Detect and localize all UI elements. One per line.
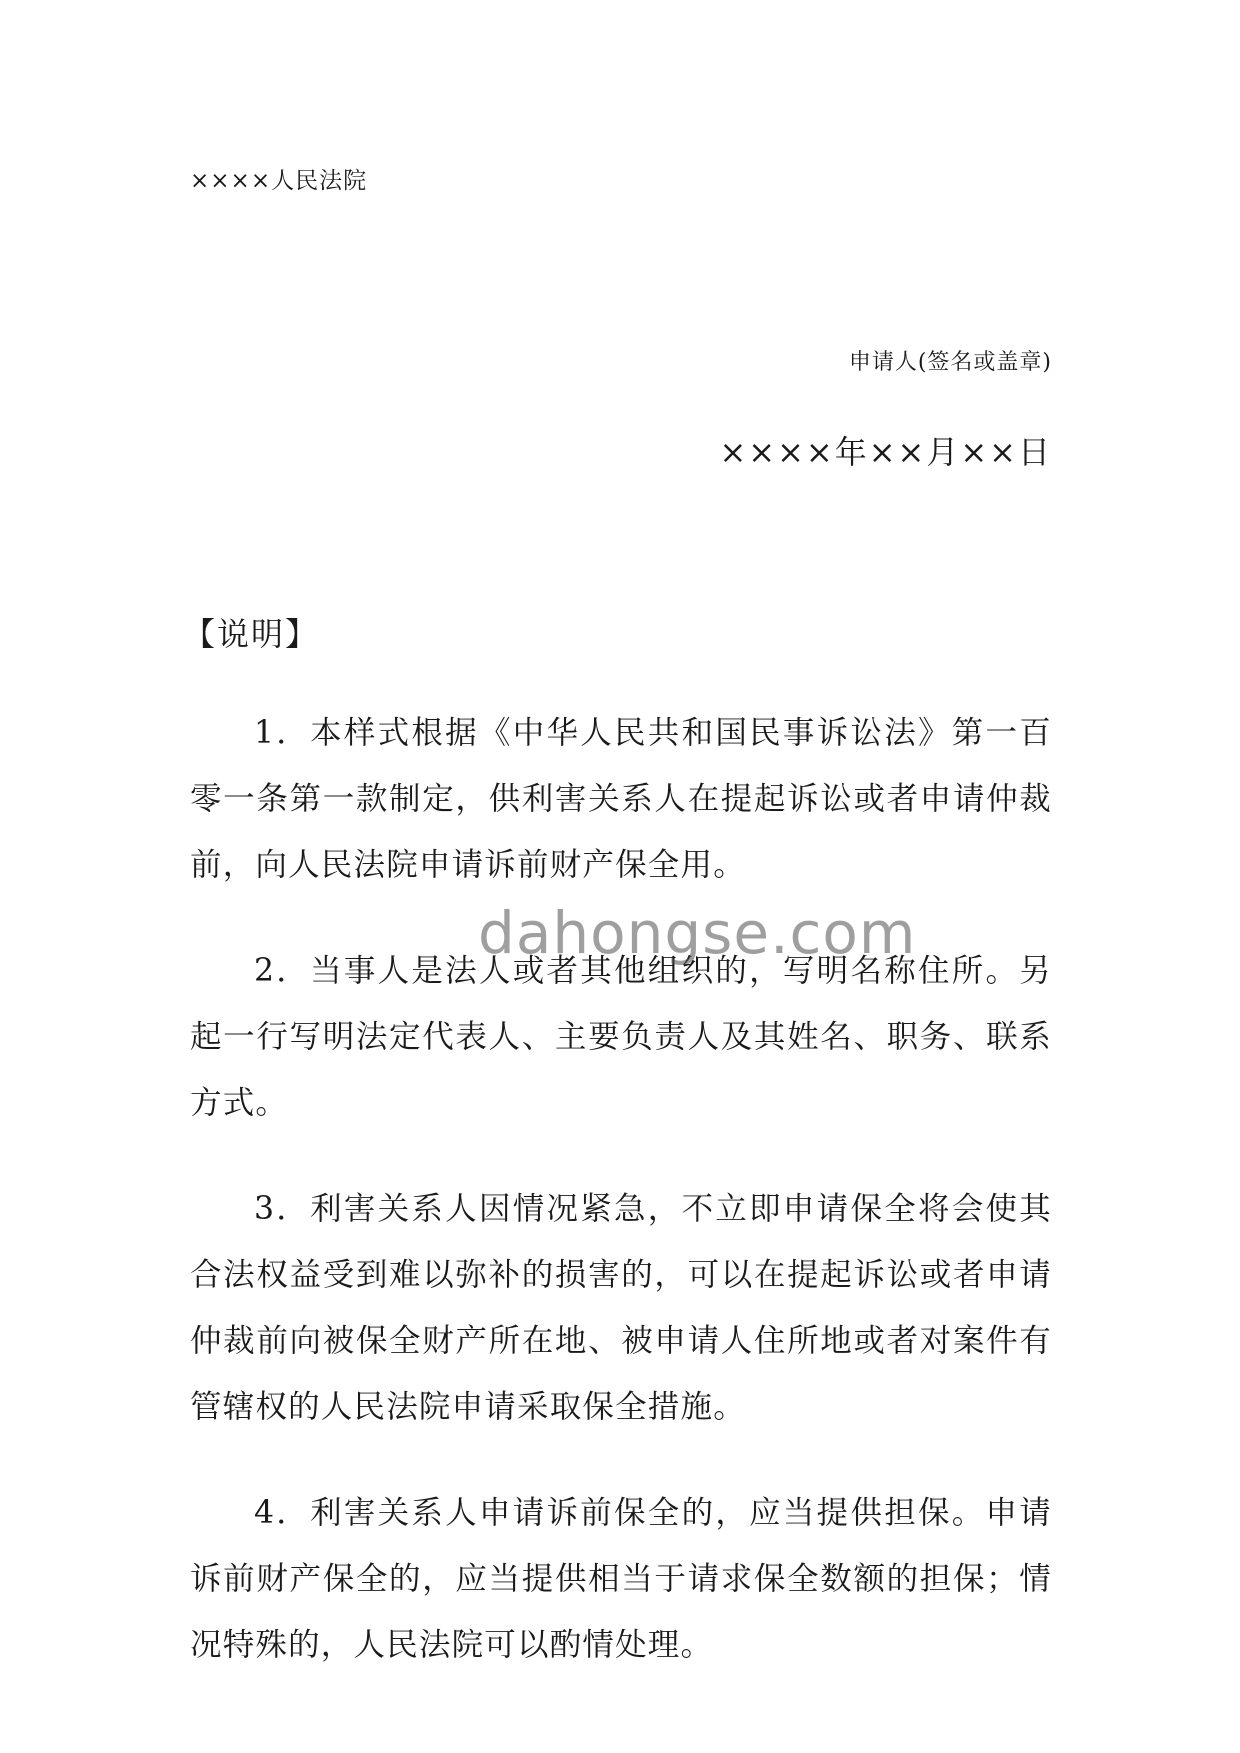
notes-list — [190, 700, 1052, 1718]
date-line: ××××年××月××日 — [719, 433, 1052, 471]
note-item-4: 4．利害关系人申请诉前保全的，应当提供担保。申请诉前财产保全的，应当提供相当于请求保全数额的担保；情况特殊的，人民法院可以酌情处理。 — [190, 1495, 1052, 1663]
signature-line: 申请人(签名或盖章) — [848, 350, 1052, 375]
court-name: ××××人民法院 — [190, 168, 368, 194]
notes-heading: 【说明】 — [183, 615, 320, 653]
note-item-1: 1．本样式根据《中华人民共和国民事诉讼法》第一百零一条第一款制定，供利害关系人在提起诉讼或者申请仲裁前，向人民法院申请诉前财产保全用。 — [190, 715, 1052, 883]
note-item-2: 2．当事人是法人或者其他组织的，写明名称住所。另起一行写明法定代表人、主要负责人及其姓名、职务、联系方式。 — [190, 953, 1052, 1121]
watermark: dahongse.com — [478, 899, 917, 967]
note-item-3: 3．利害关系人因情况紧急，不立即申请保全将会使其合法权益受到难以弥补的损害的，可以在提起诉讼或者申请仲裁前向被保全财产所在地、被申请人住所地或者对案件有管辖权的人民法院申请采取保全措施。 — [190, 1191, 1052, 1425]
